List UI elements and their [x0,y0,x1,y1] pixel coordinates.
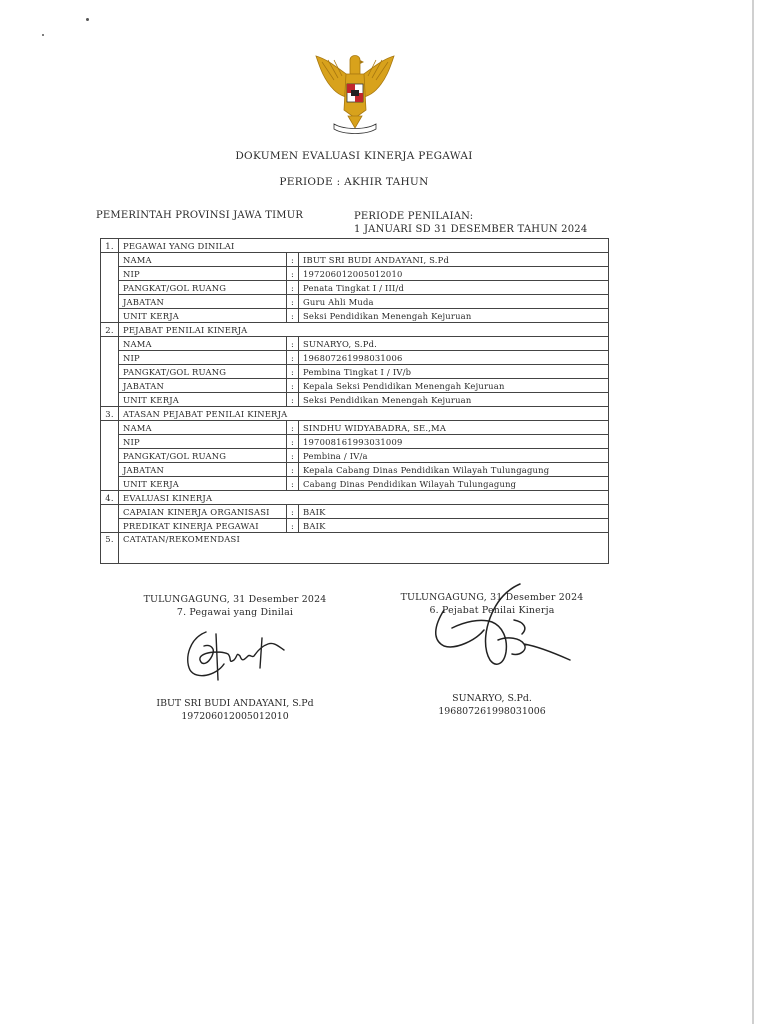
table-row [101,351,609,365]
field-label: JABATAN [119,379,287,393]
colon-separator: : [287,379,299,393]
scan-speck [42,34,44,36]
scan-speck [86,18,89,21]
section-number: 5. [101,533,119,564]
section-title: ATASAN PEJABAT PENILAI KINERJA [119,407,609,421]
colon-separator: : [287,281,299,295]
assessment-period [354,210,587,236]
field-value: IBUT SRI BUDI ANDAYANI, S.Pd [299,253,609,267]
section-indent-cell [101,253,119,323]
period-title: PERIODE : AKHIR TAHUN [279,176,429,188]
table-row [101,505,609,519]
field-label: PANGKAT/GOL RUANG [119,449,287,463]
field-value: Cabang Dinas Pendidikan Wilayah Tulungagung [299,477,609,491]
field-value: Guru Ahli Muda [299,295,609,309]
colon-separator: : [287,365,299,379]
field-label: NIP [119,267,287,281]
section-indent-cell [101,337,119,407]
field-value: Kepala Seksi Pendidikan Menengah Kejuruan [299,379,609,393]
colon-separator: : [287,295,299,309]
signature-block-employee [130,593,340,619]
page-edge [752,0,754,1024]
signature-name: SUNARYO, S.Pd. [452,693,532,704]
field-label: NAMA [119,337,287,351]
colon-separator: : [287,337,299,351]
table-row [101,421,609,435]
document-title: DOKUMEN EVALUASI KINERJA PEGAWAI [235,150,473,162]
institution-label: PEMERINTAH PROVINSI JAWA TIMUR [96,210,304,221]
section-number: 4. [101,491,119,505]
signature-name-assessor-block [382,692,602,718]
table-row [101,309,609,323]
field-value: Seksi Pendidikan Menengah Kejuruan [299,309,609,323]
field-label: NAMA [119,421,287,435]
field-value: Pembina Tingkat I / IV/b [299,365,609,379]
table-row [101,365,609,379]
field-label: NAMA [119,253,287,267]
assessment-period-label: PERIODE PENILAIAN: [354,211,474,222]
signature-name-employee-block [130,697,340,723]
signature-role: 7. Pegawai yang Dinilai [176,607,294,618]
assessment-period-value: 1 JANUARI SD 31 DESEMBER TAHUN 2024 [354,224,588,235]
table-row [101,519,609,533]
colon-separator: : [287,393,299,407]
table-row [101,253,609,267]
section-title: PEGAWAI YANG DINILAI [119,239,609,253]
colon-separator: : [287,309,299,323]
section-indent-cell [101,421,119,491]
field-value: 197206012005012010 [299,267,609,281]
table-row [101,463,609,477]
table-row [101,435,609,449]
signature-nip: 197206012005012010 [181,711,289,722]
colon-separator: : [287,477,299,491]
section-indent-cell [101,505,119,533]
section-number: 2. [101,323,119,337]
field-value: BAIK [299,505,609,519]
garuda-emblem-icon [310,50,400,136]
field-value: Kepala Cabang Dinas Pendidikan Wilayah Tulungagung [299,463,609,477]
field-value: Penata Tingkat I / III/d [299,281,609,295]
section-header-row [101,239,609,253]
field-value: SUNARYO, S.Pd. [299,337,609,351]
table-row [101,337,609,351]
table-row [101,379,609,393]
field-label: JABATAN [119,463,287,477]
field-label: PANGKAT/GOL RUANG [119,365,287,379]
section-title: EVALUASI KINERJA [119,491,609,505]
section-number: 1. [101,239,119,253]
table-row [101,477,609,491]
field-label: PREDIKAT KINERJA PEGAWAI [119,519,287,533]
field-label: UNIT KERJA [119,477,287,491]
field-value: BAIK [299,519,609,533]
section-header-row [101,491,609,505]
colon-separator: : [287,253,299,267]
field-label: CAPAIAN KINERJA ORGANISASI [119,505,287,519]
field-label: PANGKAT/GOL RUANG [119,281,287,295]
signature-place-date: TULUNGAGUNG, 31 Desember 2024 [400,592,584,603]
colon-separator: : [287,421,299,435]
field-value: 196807261998031006 [299,351,609,365]
colon-separator: : [287,351,299,365]
field-value: SINDHU WIDYABADRA, SE.,MA [299,421,609,435]
colon-separator: : [287,449,299,463]
signature-role: 6. Pejabat Penilai Kinerja [429,605,555,616]
table-row [101,449,609,463]
table-row [101,281,609,295]
field-label: UNIT KERJA [119,393,287,407]
signature-name: IBUT SRI BUDI ANDAYANI, S.Pd [156,698,314,709]
evaluation-table [100,238,609,564]
field-label: NIP [119,435,287,449]
colon-separator: : [287,463,299,477]
field-value: Seksi Pendidikan Menengah Kejuruan [299,393,609,407]
signature-assessor-icon [424,580,584,680]
table-row [101,295,609,309]
section-header-row [101,323,609,337]
colon-separator: : [287,267,299,281]
table-row [101,267,609,281]
section-header-row [101,407,609,421]
colon-separator: : [287,505,299,519]
section-header-row [101,533,609,564]
field-label: UNIT KERJA [119,309,287,323]
section-title: PEJABAT PENILAI KINERJA [119,323,609,337]
signature-employee-icon [176,624,296,686]
section-number: 3. [101,407,119,421]
section-title: CATATAN/REKOMENDASI [119,533,609,564]
colon-separator: : [287,435,299,449]
colon-separator: : [287,519,299,533]
field-label: JABATAN [119,295,287,309]
field-value: Pembina / IV/a [299,449,609,463]
table-row [101,393,609,407]
field-value: 197008161993031009 [299,435,609,449]
signature-place-date: TULUNGAGUNG, 31 Desember 2024 [143,594,327,605]
signature-nip: 196807261998031006 [438,706,546,717]
field-label: NIP [119,351,287,365]
